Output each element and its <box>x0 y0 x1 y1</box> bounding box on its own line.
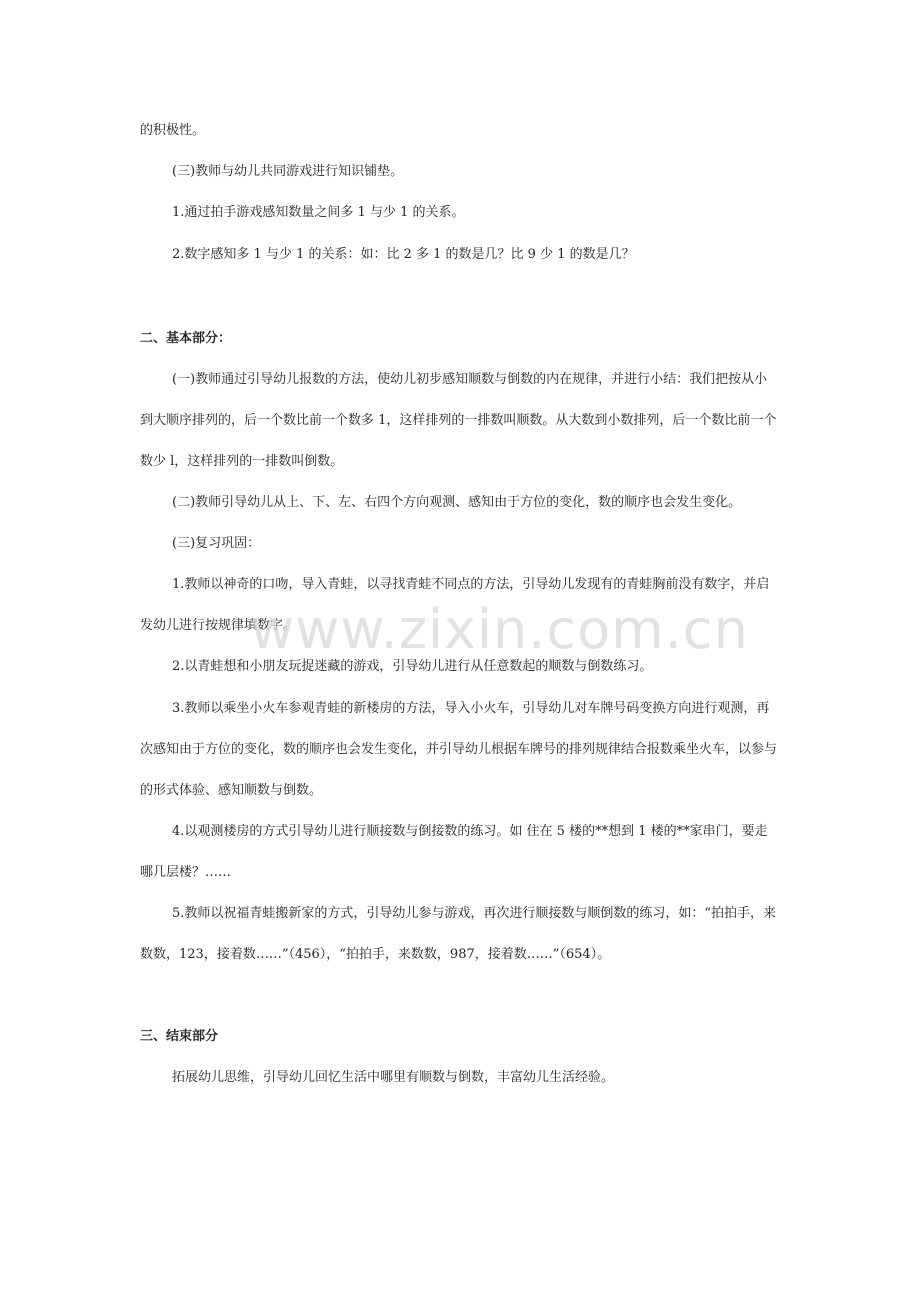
paragraph-review-hide-seek: 2.以青蛙想和小朋友玩捉迷藏的游戏，引导幼儿进行从任意数起的顺数与倒数练习。 <box>172 659 653 674</box>
paragraph-end: 拓展幼儿思维，引导幼儿回忆生活中哪里有顺数与倒数，丰富幼儿生活经验。 <box>172 1070 615 1085</box>
paragraph-section-three-game: (三)教师与幼儿共同游戏进行知识铺垫。 <box>172 164 404 179</box>
paragraph-review-title: (三)复习巩固： <box>172 536 261 551</box>
paragraph-number-perception: 2.数字感知多 1 与少 1 的关系：如：比 2 多 1 的数是几？比 9 少 1 的数是几？ <box>172 247 635 262</box>
paragraph-review-building: 4.以观测楼房的方式引导幼儿进行顺接数与倒接数的练习。如 住在 5 楼的**想到 1 楼的**家串门，要走哪几层楼？…… <box>140 824 768 880</box>
paragraph-direction-observation: (二)教师引导幼儿从上、下、左、右四个方向观测、感知由于方位的变化，数的顺序也会发生变化。 <box>172 495 742 510</box>
paragraph-review-train: 3.教师以乘坐小火车参观青蛙的新楼房的方法，导入小火车，引导幼儿对车牌号码变换方向进行观测，再次感知由于方位的变化，数的顺序也会发生变化，并引导幼儿根据车牌号的排列规律结合报数乘坐火车，以参与的形式体验、感知顺数与倒数。 <box>140 701 778 798</box>
paragraph-review-new-home: 5.教师以祝福青蛙搬新家的方式，引导幼儿参与游戏，再次进行顺接数与顺倒数的练习，如：“拍拍手，来数数，123，接着数……”（456），“拍拍手，来数数，987，接着数……”（654）。 <box>140 906 777 962</box>
paragraph-counting-summary: (一)教师通过引导幼儿报数的方法，使幼儿初步感知顺数与倒数的内在规律，并进行小结：我们把按从小到大顺序排列的，后一个数比前一个数多 1，这样排列的一排数叫顺数。从大数到小数排列，后一个数比前一个数少 l，这样排列的一排数叫倒数。 <box>140 372 777 469</box>
watermark-text: www.zixin.com.cn <box>250 598 749 661</box>
heading-basic-part: 二、基本部分： <box>140 331 232 346</box>
paragraph-continuation: 的积极性。 <box>140 123 206 138</box>
paragraph-review-frog: 1.教师以神奇的口吻，导入青蛙，以寻找青蛙不同点的方法，引导幼儿发现有的青蛙胸前没有数字，并启发幼儿进行按规律填数字。 <box>140 577 770 633</box>
heading-end-part: 三、结束部分 <box>140 1029 219 1044</box>
paragraph-clap-game: 1.通过拍手游戏感知数量之间多 1 与少 1 的关系。 <box>172 205 465 220</box>
